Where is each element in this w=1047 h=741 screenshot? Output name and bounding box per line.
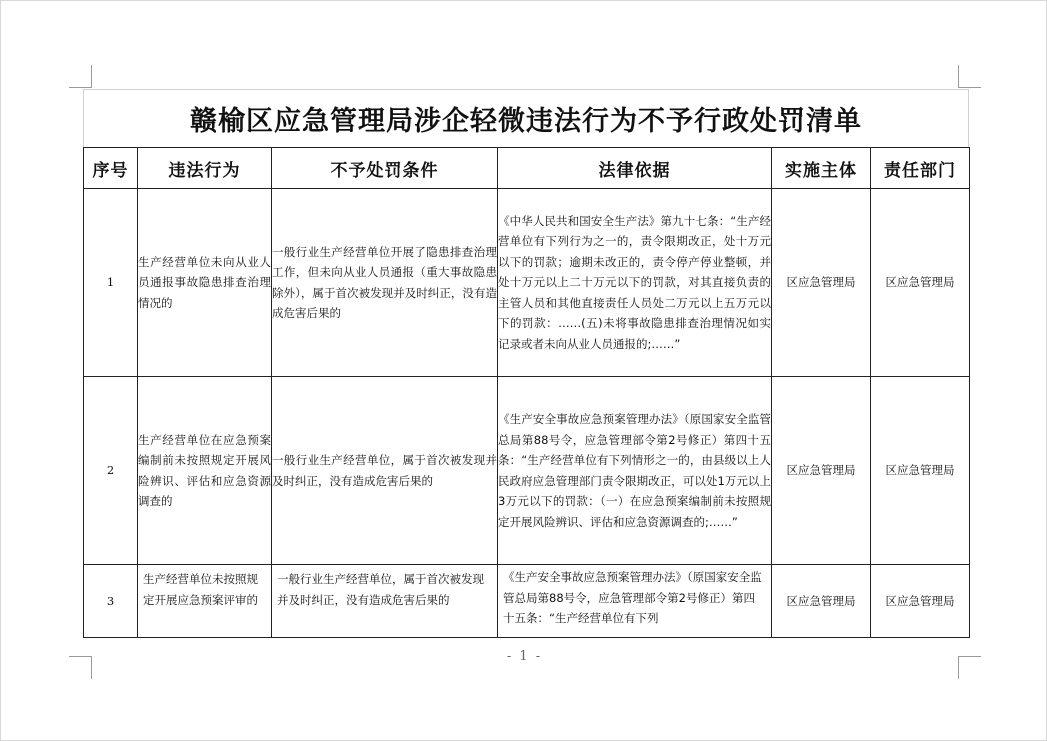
penalty-exemption-table — [83, 147, 970, 638]
header-condition: 不予处罚条件 — [272, 148, 498, 189]
row-responsible-dept: 区应急管理局 — [871, 189, 970, 377]
row-violation-cell — [138, 565, 272, 638]
row-implementing-body: 区应急管理局 — [772, 189, 871, 377]
row-index: 3 — [84, 565, 138, 638]
row-condition: 一般行业生产经营单位，属于首次被发现并及时纠正，没有造成危害后果的 — [272, 377, 498, 565]
title-box — [83, 89, 969, 147]
table-row — [84, 189, 970, 377]
row-condition: 一般行业生产经营单位开展了隐患排查治理工作，但未向从业人员通报（重大事故隐患除外），属于首次被发现并及时纠正，没有造成危害后果的 — [272, 189, 498, 377]
crop-mark-top-right — [958, 65, 981, 88]
row-legal-basis: 《生产安全事故应急预案管理办法》（原国家安全监管总局第88号令，应急管理部令第2号修正）第四十五条：“生产经营单位有下列情形之一的，由县级以上人民政府应急管理部门责令限期改正，可以处1万元以上3万元以下的罚款：（一）在应急预案编制前未按照规定开展风险辨识、评估和应急资源调查的;……” — [498, 377, 772, 565]
crop-mark-top-left — [69, 65, 92, 88]
row-condition: 一般行业生产经营单位，属于首次被发现并及时纠正，没有造成危害后果的 — [277, 572, 484, 607]
table-row — [84, 565, 970, 638]
row-index: 2 — [84, 377, 138, 565]
table-header-row — [84, 148, 970, 189]
table-row — [84, 377, 970, 565]
row-violation: 生产经营单位在应急预案编制前未按照规定开展风险辨识、评估和应急资源调查的 — [138, 377, 272, 565]
page-number: - 1 - — [506, 649, 543, 664]
header-responsible-dept: 责任部门 — [871, 148, 970, 189]
header-implementing-body: 实施主体 — [772, 148, 871, 189]
row-legal-basis: 《生产安全事故应急预案管理办法》（原国家安全监管总局第88号令，应急管理部令第2号修正）第四十五条：“生产经营单位有下列 — [503, 570, 762, 625]
row-legal-basis-cell — [498, 565, 772, 638]
row-index: 1 — [84, 189, 138, 377]
row-legal-basis: 《中华人民共和国安全生产法》第九十七条：“生产经营单位有下列行为之一的，责令限期改正，处十万元以下的罚款；逾期未改正的，责令停产停业整顿，并处十万元以上二十万元以下的罚款，对其直接负责的主管人员和其他直接责任人员处二万元以上五万元以下的罚款：……(五)未将事故隐患排查治理情况如实记录或者未向从业人员通报的;……” — [498, 189, 772, 377]
row-condition-cell — [272, 565, 498, 638]
header-index: 序号 — [84, 148, 138, 189]
row-violation: 生产经营单位未按照规定开展应急预案评审的 — [143, 572, 258, 607]
document-title: 赣榆区应急管理局涉企轻微违法行为不予行政处罚清单 — [190, 106, 862, 137]
row-implementing-body: 区应急管理局 — [772, 377, 871, 565]
header-legal-basis: 法律依据 — [498, 148, 772, 189]
header-violation: 违法行为 — [138, 148, 272, 189]
row-implementing-body: 区应急管理局 — [772, 565, 871, 638]
row-responsible-dept: 区应急管理局 — [871, 377, 970, 565]
row-violation: 生产经营单位未向从业人员通报事故隐患排查治理情况的 — [138, 189, 272, 377]
row-responsible-dept: 区应急管理局 — [871, 565, 970, 638]
